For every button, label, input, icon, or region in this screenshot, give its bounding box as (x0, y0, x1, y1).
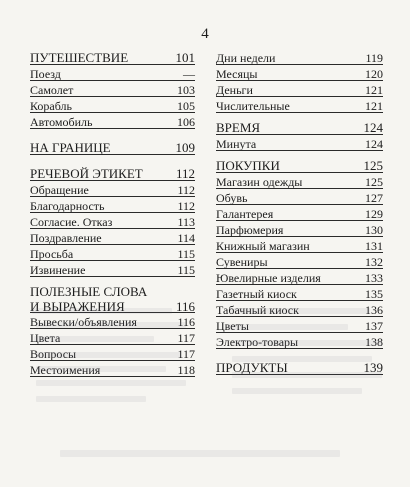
toc-entry (30, 346, 195, 362)
toc-entry (30, 314, 195, 330)
toc-underline (30, 260, 195, 261)
toc-entry (30, 82, 195, 98)
section-spacer (216, 350, 383, 360)
toc-entry-title: Дни недели (216, 51, 276, 65)
toc-entry-title: Месяцы (216, 67, 258, 81)
section-spacer (30, 156, 195, 166)
toc-entry (30, 214, 195, 230)
toc-underline (216, 252, 383, 253)
toc-entry-title: Вопросы (30, 347, 77, 361)
toc-entry-title: НА ГРАНИЦЕ (30, 140, 111, 155)
toc-section-heading (30, 284, 195, 314)
toc-entry (216, 254, 383, 270)
toc-entry-title: Согласие. Отказ (30, 215, 113, 229)
toc-underline (30, 312, 195, 313)
toc-entry (216, 206, 383, 222)
toc-page-number: 118 (177, 363, 195, 377)
toc-entry-title: Поздравление (30, 231, 102, 245)
toc-entry (216, 50, 383, 66)
toc-page-number: 132 (365, 255, 383, 269)
toc-entry (216, 98, 383, 114)
toc-entry (216, 270, 383, 286)
toc-underline (216, 150, 383, 151)
toc-underline (216, 284, 383, 285)
toc-entry-title: Цвета (30, 331, 61, 345)
toc-underline (30, 328, 195, 329)
toc-page-number: 127 (365, 191, 383, 205)
toc-page-number: 130 (365, 223, 383, 237)
toc-entry-title: Книжный магазин (216, 239, 310, 253)
toc-entry-title: Сувениры (216, 255, 268, 269)
toc-entry-title: Галантерея (216, 207, 274, 221)
toc-entry-title: Ювелирные изделия (216, 271, 321, 285)
toc-entry (30, 182, 195, 198)
toc-page-number: 121 (365, 83, 383, 97)
toc-entry (216, 190, 383, 206)
toc-entry-title: Извинение (30, 263, 86, 277)
toc-page-number: — (183, 67, 195, 81)
toc-entry-title: Корабль (30, 99, 72, 113)
toc-entry-title: Обращение (30, 183, 89, 197)
toc-underline (30, 112, 195, 113)
toc-entry-title: ПОЛЕЗНЫЕ СЛОВА (30, 284, 148, 299)
toc-page-number: 139 (363, 360, 383, 375)
toc-underline (30, 376, 195, 377)
toc-underline (216, 348, 383, 349)
toc-entry (30, 362, 195, 378)
toc-entry-title: Парфюмерия (216, 223, 284, 237)
toc-underline (30, 180, 195, 181)
toc-entry-title: ПУТЕШЕСТВИЕ (30, 50, 129, 65)
toc-right-column (216, 50, 383, 376)
toc-section-heading (30, 166, 195, 182)
toc-page-number: 124 (363, 120, 383, 135)
toc-underline (216, 172, 383, 173)
toc-underline (30, 64, 195, 65)
toc-entry (216, 302, 383, 318)
toc-page-number: 101 (175, 50, 195, 65)
toc-entry (216, 136, 383, 152)
toc-entry (216, 318, 383, 334)
toc-entry-title: Автомобиль (30, 115, 93, 129)
toc-left-column (30, 50, 195, 378)
toc-underline (30, 196, 195, 197)
toc-entry (30, 98, 195, 114)
toc-entry (216, 334, 383, 350)
toc-page-number: 112 (175, 166, 195, 181)
toc-underline (216, 268, 383, 269)
toc-page-number: 120 (365, 67, 383, 81)
toc-section-heading (30, 140, 195, 156)
toc-page-number: 125 (363, 158, 383, 173)
toc-page-number: 112 (177, 183, 195, 197)
toc-entry-title: Обувь (216, 191, 248, 205)
toc-underline (30, 228, 195, 229)
toc-entry-title: РЕЧЕВОЙ ЭТИКЕТ (30, 166, 143, 181)
toc-entry-title: Электро-товары (216, 335, 299, 349)
toc-underline (216, 300, 383, 301)
toc-entry (30, 66, 195, 82)
toc-entry-title: Деньги (216, 83, 253, 97)
section-spacer (30, 130, 195, 140)
page-number: 4 (201, 26, 209, 42)
toc-page-number: 131 (365, 239, 383, 253)
toc-entry (30, 114, 195, 130)
toc-page-number: 106 (177, 115, 195, 129)
toc-entry (216, 66, 383, 82)
toc-page-number: 129 (365, 207, 383, 221)
toc-entry-title: ПОКУПКИ (216, 158, 280, 173)
toc-entry (216, 82, 383, 98)
toc-page-number: 121 (365, 99, 383, 113)
toc-entry-title-line2: И ВЫРАЖЕНИЯ (30, 299, 125, 314)
toc-page-number: 113 (177, 215, 195, 229)
toc-page-number: 125 (365, 175, 383, 189)
toc-entry-title: Местоимения (30, 363, 101, 377)
toc-page-number: 114 (177, 231, 195, 245)
toc-page-number: 116 (177, 315, 195, 329)
toc-entry (30, 246, 195, 262)
toc-page-number: 135 (365, 287, 383, 301)
toc-page-number: 116 (175, 299, 195, 314)
toc-section-heading (216, 120, 383, 136)
toc-underline (216, 316, 383, 317)
toc-entry-title: Поезд (30, 67, 61, 81)
toc-page-number: 124 (365, 137, 383, 151)
toc-section-heading (30, 50, 195, 66)
toc-entry-title: Магазин одежды (216, 175, 303, 189)
toc-underline (30, 276, 195, 277)
toc-entry-title: Вывески/объявления (30, 315, 137, 329)
toc-entry-title: Минута (216, 137, 257, 151)
toc-page-number: 133 (365, 271, 383, 285)
toc-underline (216, 374, 383, 375)
toc-entry (30, 262, 195, 278)
toc-entry (216, 238, 383, 254)
toc-entry-title: Цветы (216, 319, 249, 333)
toc-entry (30, 330, 195, 346)
toc-entry-title: Числительные (216, 99, 290, 113)
toc-underline (216, 332, 383, 333)
toc-underline (216, 134, 383, 135)
toc-entry (30, 198, 195, 214)
toc-underline (30, 96, 195, 97)
toc-underline (30, 154, 195, 155)
toc-underline (30, 80, 195, 81)
toc-underline (30, 360, 195, 361)
toc-page-number: 137 (365, 319, 383, 333)
toc-entry-title: Благодарность (30, 199, 105, 213)
toc-entry-title: Самолет (30, 83, 74, 97)
toc-page-number: 136 (365, 303, 383, 317)
toc-underline (216, 64, 383, 65)
toc-entry-title: ВРЕМЯ (216, 120, 261, 135)
toc-underline (216, 188, 383, 189)
toc-page-number: 112 (177, 199, 195, 213)
toc-entry-title: Газетный киоск (216, 287, 297, 301)
toc-entry (30, 230, 195, 246)
toc-page-number: 109 (175, 140, 195, 155)
toc-underline (30, 244, 195, 245)
toc-underline (216, 204, 383, 205)
toc-entry (216, 286, 383, 302)
toc-underline (216, 96, 383, 97)
toc-page-number: 117 (177, 331, 195, 345)
toc-underline (30, 344, 195, 345)
toc-entry (216, 174, 383, 190)
toc-entry (216, 222, 383, 238)
toc-page-number: 138 (365, 335, 383, 349)
toc-page-number: 105 (177, 99, 195, 113)
toc-underline (30, 128, 195, 129)
toc-section-heading (216, 158, 383, 174)
toc-page-number: 119 (365, 51, 383, 65)
toc-page-number: 115 (177, 247, 195, 261)
toc-page-number: 117 (177, 347, 195, 361)
toc-underline (216, 220, 383, 221)
toc-page-number: 103 (177, 83, 195, 97)
toc-entry-title: ПРОДУКТЫ (216, 360, 288, 375)
toc-section-heading (216, 360, 383, 376)
toc-underline (216, 112, 383, 113)
toc-underline (216, 80, 383, 81)
toc-underline (216, 236, 383, 237)
toc-entry-title: Табачный киоск (216, 303, 299, 317)
toc-underline (30, 212, 195, 213)
toc-page-number: 115 (177, 263, 195, 277)
toc-entry-title: Просьба (30, 247, 74, 261)
